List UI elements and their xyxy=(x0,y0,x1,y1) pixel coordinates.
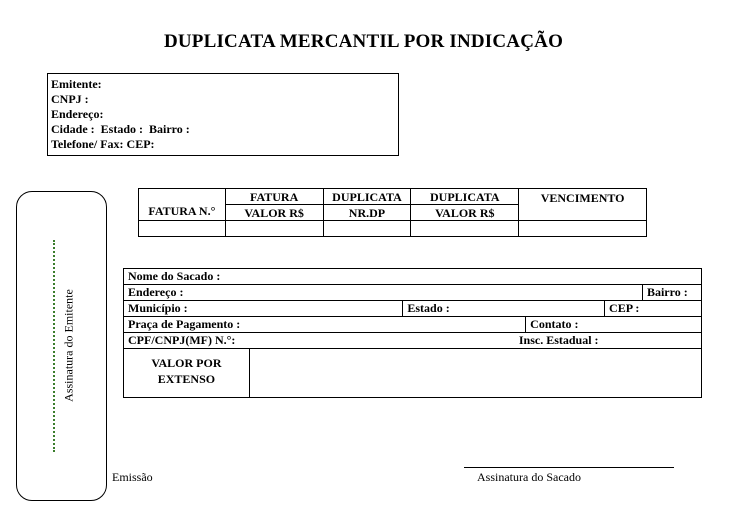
contato-label: Contato : xyxy=(526,317,702,333)
sacado-signature-label: Assinatura do Sacado xyxy=(477,470,581,484)
fatura-no-header: FATURA N.° xyxy=(139,189,226,221)
vencimento-cell xyxy=(519,221,647,237)
valor-extenso-line1: VALOR POR xyxy=(151,356,222,370)
duplicata-nr-header: NR.DP xyxy=(323,205,411,221)
estado-label: Estado : xyxy=(403,301,605,317)
document-title: DUPLICATA MERCANTIL POR INDICAÇÃO xyxy=(163,31,564,52)
duplicata-valor-cell xyxy=(411,221,519,237)
valor-extenso-field xyxy=(249,349,701,398)
valor-extenso-label xyxy=(124,349,250,398)
emitente-label: Emitente: xyxy=(51,77,102,91)
endereco-sacado-label: Endereço : xyxy=(124,285,643,301)
duplicata-nr-header-top: DUPLICATA xyxy=(323,189,411,205)
duplicata-valor-header: VALOR R$ xyxy=(411,205,519,221)
duplicata-valor-header-top: DUPLICATA xyxy=(411,189,519,205)
emitente-signature-label: Assinatura do Emitente xyxy=(61,289,76,402)
endereco-label: Endereço: xyxy=(51,107,104,121)
bairro-label: Bairro : xyxy=(642,285,701,301)
vencimento-header: VENCIMENTO xyxy=(519,189,647,221)
telefone-cep-label: Telefone/ Fax: CEP: xyxy=(51,137,155,151)
duplicata-nr-cell xyxy=(323,221,411,237)
insc-estadual-label: Insc. Estadual : xyxy=(403,333,702,349)
fatura-valor-cell xyxy=(225,221,323,237)
sacado-table xyxy=(123,268,702,398)
cidade-estado-bairro-label: Cidade : Estado : Bairro : xyxy=(51,122,190,136)
fatura-no-cell xyxy=(139,221,226,237)
sacado-signature-line xyxy=(464,467,674,468)
cep-label: CEP : xyxy=(605,301,702,317)
cpf-cnpj-label: CPF/CNPJ(MF) N.°: xyxy=(124,333,403,349)
valor-extenso-line2: EXTENSO xyxy=(157,372,216,386)
emitente-signature-line xyxy=(53,240,55,452)
praca-pagamento-label: Praça de Pagamento : xyxy=(124,317,526,333)
fatura-valor-header: VALOR R$ xyxy=(225,205,323,221)
nome-sacado-label: Nome do Sacado : xyxy=(124,269,702,285)
emissao-label: Emissão xyxy=(112,470,153,484)
fatura-header: FATURA xyxy=(225,189,323,205)
cnpj-label: CNPJ : xyxy=(51,92,89,106)
municipio-label: Município : xyxy=(124,301,403,317)
fatura-table xyxy=(138,188,647,237)
emitente-box xyxy=(47,73,399,156)
